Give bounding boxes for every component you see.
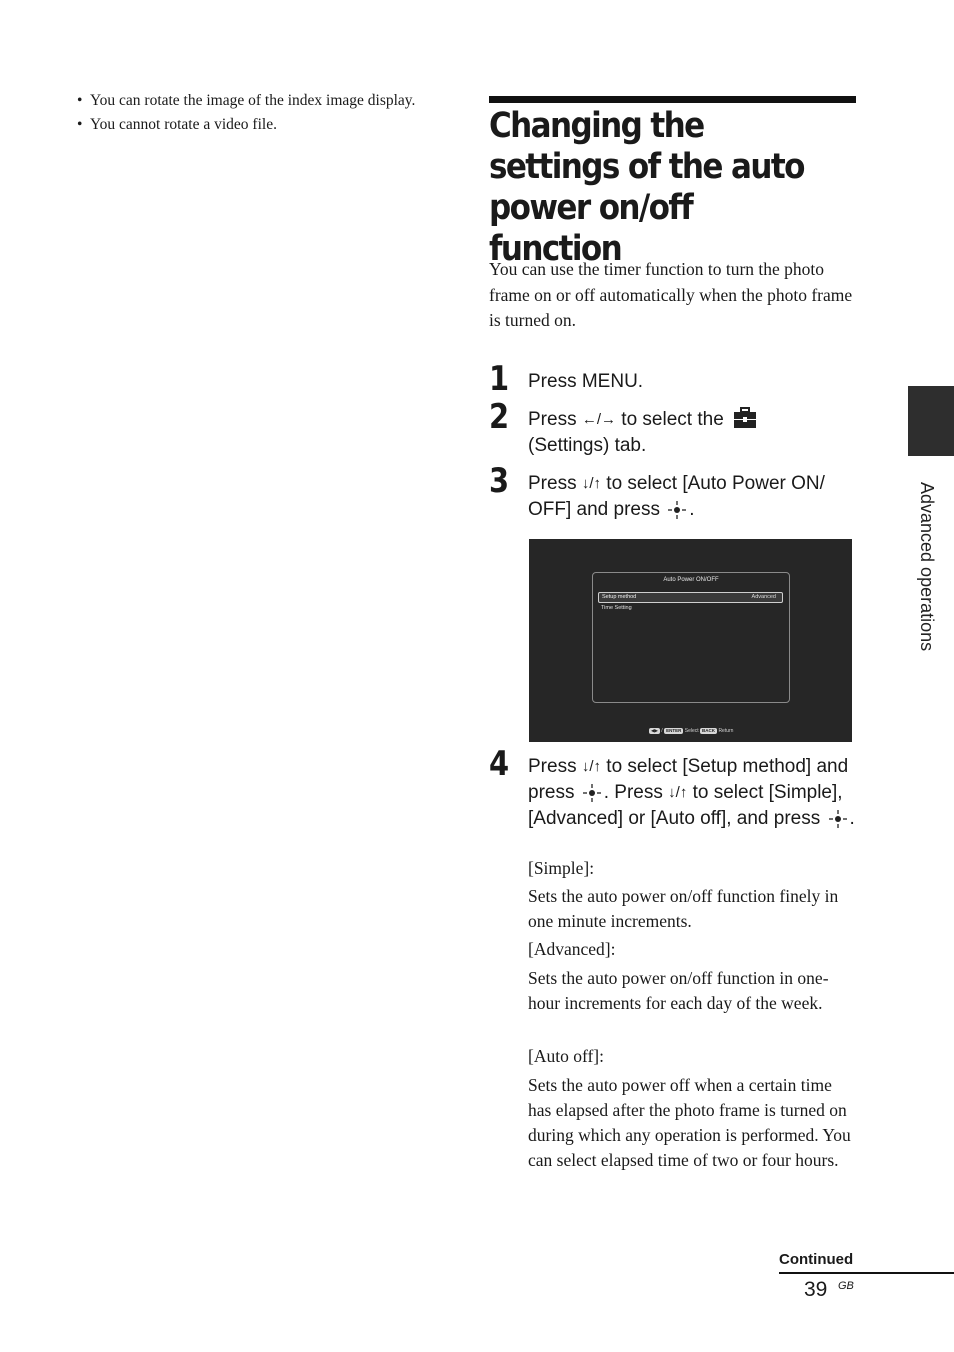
down-up-arrows-icon: ↓/↑ [581,758,602,775]
step-text: Press MENU. [528,371,644,392]
menu-item-value: Advanced [751,594,776,600]
menu-screenshot [529,539,852,742]
menu-item-label: Setup method [602,594,637,600]
left-right-arrows-icon: ←/→ [581,411,617,428]
side-tab-marker [908,386,954,456]
enter-button-icon [582,783,602,803]
notes-list [76,90,416,138]
continued-label: Continued [779,1251,854,1268]
step-text [528,471,873,522]
section-title: Changing the settings of the auto power on/off function [489,106,804,269]
page-number: 39 [804,1278,828,1301]
step-number: 2 [489,397,510,437]
step-text-part: Press [528,756,582,777]
step-text-part: to select the [616,409,724,430]
menu-item-time-setting[interactable]: Time Setting [601,605,632,611]
back-chip: BACK [702,728,716,733]
step-text [528,754,873,831]
enter-button-icon [828,809,848,829]
step-text-part: . [689,499,695,520]
step-text [528,407,873,458]
step-text-part: Press [528,473,582,494]
step-text-part: to select [Simple], [Advanced] or [Auto off], and press [528,782,843,829]
down-up-arrows-icon: ↓/↑ [581,475,602,492]
option-label-auto-off: [Auto off]: [528,1046,604,1066]
option-desc-advanced: Sets the auto power on/off function in one-hour increments for each day of the week. [528,968,829,1013]
footer-rule [779,1272,954,1274]
step-text-part: Press [528,409,582,430]
toolbox-settings-icon [733,407,757,429]
step-text-part: . Press [603,782,669,803]
nav-icon: ◀▶ [651,728,658,733]
return-label: Return [718,728,734,734]
option-desc-auto-off: Sets the auto power off when a certain time has elapsed after the photo frame is turned on during which any operation is performed. You can select elapsed time of two or four hours. [528,1075,851,1170]
step-text-part: to select [Setup method] and press [528,756,849,803]
down-up-arrows-icon: ↓/↑ [668,784,688,801]
enter-button-icon [667,500,687,520]
intro-paragraph: You can use the timer function to turn the photo frame on or off automatically when the photo frame is turned on. [489,259,853,330]
option-label-simple: [Simple]: [528,858,595,878]
dialog-title: Auto Power ON/OFF [663,577,719,583]
step-text-part: . [849,808,855,829]
screen-footer: ◀▶ / ENTER Select BACK Return [651,728,734,734]
step-number: 3 [489,461,510,501]
step-text-part: to select [Auto Power ON/ OFF] and press [528,473,825,520]
step-text-part: (Settings) tab. [528,435,647,456]
note-item: • You cannot rotate a video file. [76,114,416,135]
note-item: • You can rotate the image of the index image display. [76,90,416,111]
auto-power-dialog [592,572,790,703]
menu-item-setup-method[interactable] [598,592,783,603]
enter-chip: ENTER [666,728,682,733]
step-number: 4 [489,744,510,784]
step-number: 1 [489,359,510,399]
side-tab-label: Advanced operations [917,482,937,652]
title-rule [489,96,856,103]
option-desc-simple: Sets the auto power on/off function finely in one minute increments. [528,886,839,931]
page-language-code: GB [838,1280,854,1292]
select-label: Select [684,728,699,734]
option-label-advanced: [Advanced]: [528,939,616,959]
